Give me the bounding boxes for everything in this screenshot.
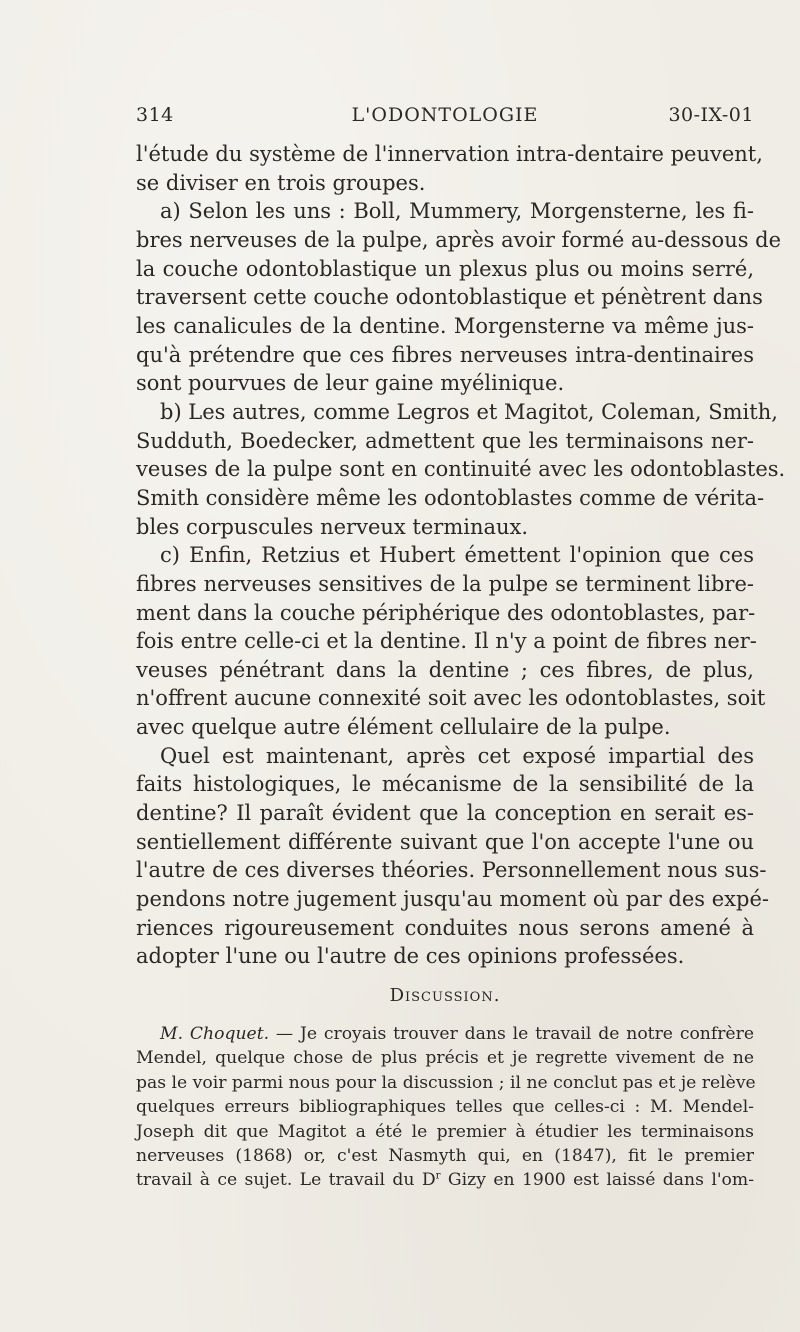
discussion-line-text: — Je croyais trouver dans le travail de notre confrère xyxy=(269,1024,754,1044)
text-line: sont pourvues de leur gaine myélinique. xyxy=(136,371,565,396)
text-line: Sudduth, Boedecker, admettent que les terminaisons ner- xyxy=(136,428,754,453)
text-line: qu'à prétendre que ces fibres nerveuses intra-dentinaires xyxy=(136,342,754,367)
page-header xyxy=(136,104,754,134)
text-line: n'offrent aucune connexité soit avec les odontoblastes, soit xyxy=(136,686,766,711)
discussion-line: nerveuses (1868) or, c'est Nasmyth qui, en (1847), fit le premier xyxy=(136,1146,754,1167)
main-text xyxy=(136,140,786,971)
text-line: veuses de la pulpe sont en continuité avec les odontoblastes. xyxy=(136,457,786,482)
text-line: adopter l'une ou l'autre de ces opinions professées. xyxy=(136,944,685,969)
text-line: l'étude du système de l'innervation intra-dentaire peuvent, xyxy=(136,142,763,166)
discussion-line xyxy=(136,1022,754,1046)
text-line: fibres nerveuses sensitives de la pulpe se terminent libre- xyxy=(136,571,754,596)
discussion-line-text: travail à ce sujet. Le travail du D xyxy=(136,1170,436,1191)
text-line: riences rigoureusement conduites nous serons amené à xyxy=(136,915,754,940)
text-line: dentine? Il paraît évident que la conception en serait es- xyxy=(136,801,754,826)
superscript: r xyxy=(435,1169,441,1182)
section-heading: Discussion. xyxy=(389,985,501,1006)
text-line: pendons notre jugement jusqu'au moment où par des expé- xyxy=(136,887,769,912)
text-line: les canalicules de la dentine. Morgensterne va même jus- xyxy=(136,313,754,338)
text-line: Quel est maintenant, après cet exposé impartial des xyxy=(160,743,754,768)
text-line: ment dans la couche périphérique des odontoblastes, par- xyxy=(136,600,756,625)
running-title: L'ODONTOLOGIE xyxy=(351,104,539,126)
text-line: faits histologiques, le mécanisme de la sensibilité de la xyxy=(136,772,754,797)
text-line: fois entre celle-ci et la dentine. Il n'y a point de fibres ner- xyxy=(136,629,757,654)
discussion-line: quelques erreurs bibliographiques telles que celles-ci : M. Mendel- xyxy=(136,1097,754,1118)
text-line: veuses pénétrant dans la dentine ; ces fibres, de plus, xyxy=(136,657,754,682)
discussion-line: pas le voir parmi nous pour la discussion ; il ne conclut pas et je relève xyxy=(136,1072,756,1093)
discussion-text xyxy=(136,1022,754,1193)
text-line: bres nerveuses de la pulpe, après avoir formé au-dessous de xyxy=(136,227,782,252)
discussion-line: Mendel, quelque chose de plus précis et je regrette vivement de ne xyxy=(136,1048,754,1069)
text-line: c) Enfin, Retzius et Hubert émettent l'opinion que ces xyxy=(160,543,754,568)
text-line: traversent cette couche odontoblastique et pénètrent dans xyxy=(136,285,763,310)
text-line: sentiellement différente suivant que l'on accepte l'une ou xyxy=(136,829,754,854)
issue-date: 30-IX-01 xyxy=(668,104,754,126)
page-number: 314 xyxy=(136,104,174,126)
discussion-line xyxy=(136,1168,754,1192)
text-line: se diviser en trois groupes. xyxy=(136,170,426,195)
text-line: l'autre de ces diverses théories. Personnellement nous sus- xyxy=(136,858,767,883)
text-line: Smith considère même les odontoblastes comme de vérita- xyxy=(136,485,765,510)
text-line: a) Selon les uns : Boll, Mummery, Morgensterne, les fi- xyxy=(160,199,754,224)
text-line: la couche odontoblastique un plexus plus ou moins serré, xyxy=(136,256,754,281)
text-line: avec quelque autre élément cellulaire de la pulpe. xyxy=(136,715,671,740)
text-line: bles corpuscules nerveux terminaux. xyxy=(136,514,529,539)
discussion-line: Joseph dit que Magitot a été le premier à étudier les terminaisons xyxy=(136,1121,754,1142)
discussion-line-text: Gizy en 1900 est laissé dans l'om- xyxy=(440,1170,754,1191)
text-line: b) Les autres, comme Legros et Magitot, Coleman, Smith, xyxy=(160,399,778,424)
speaker-name: M. Choquet. xyxy=(160,1024,270,1044)
